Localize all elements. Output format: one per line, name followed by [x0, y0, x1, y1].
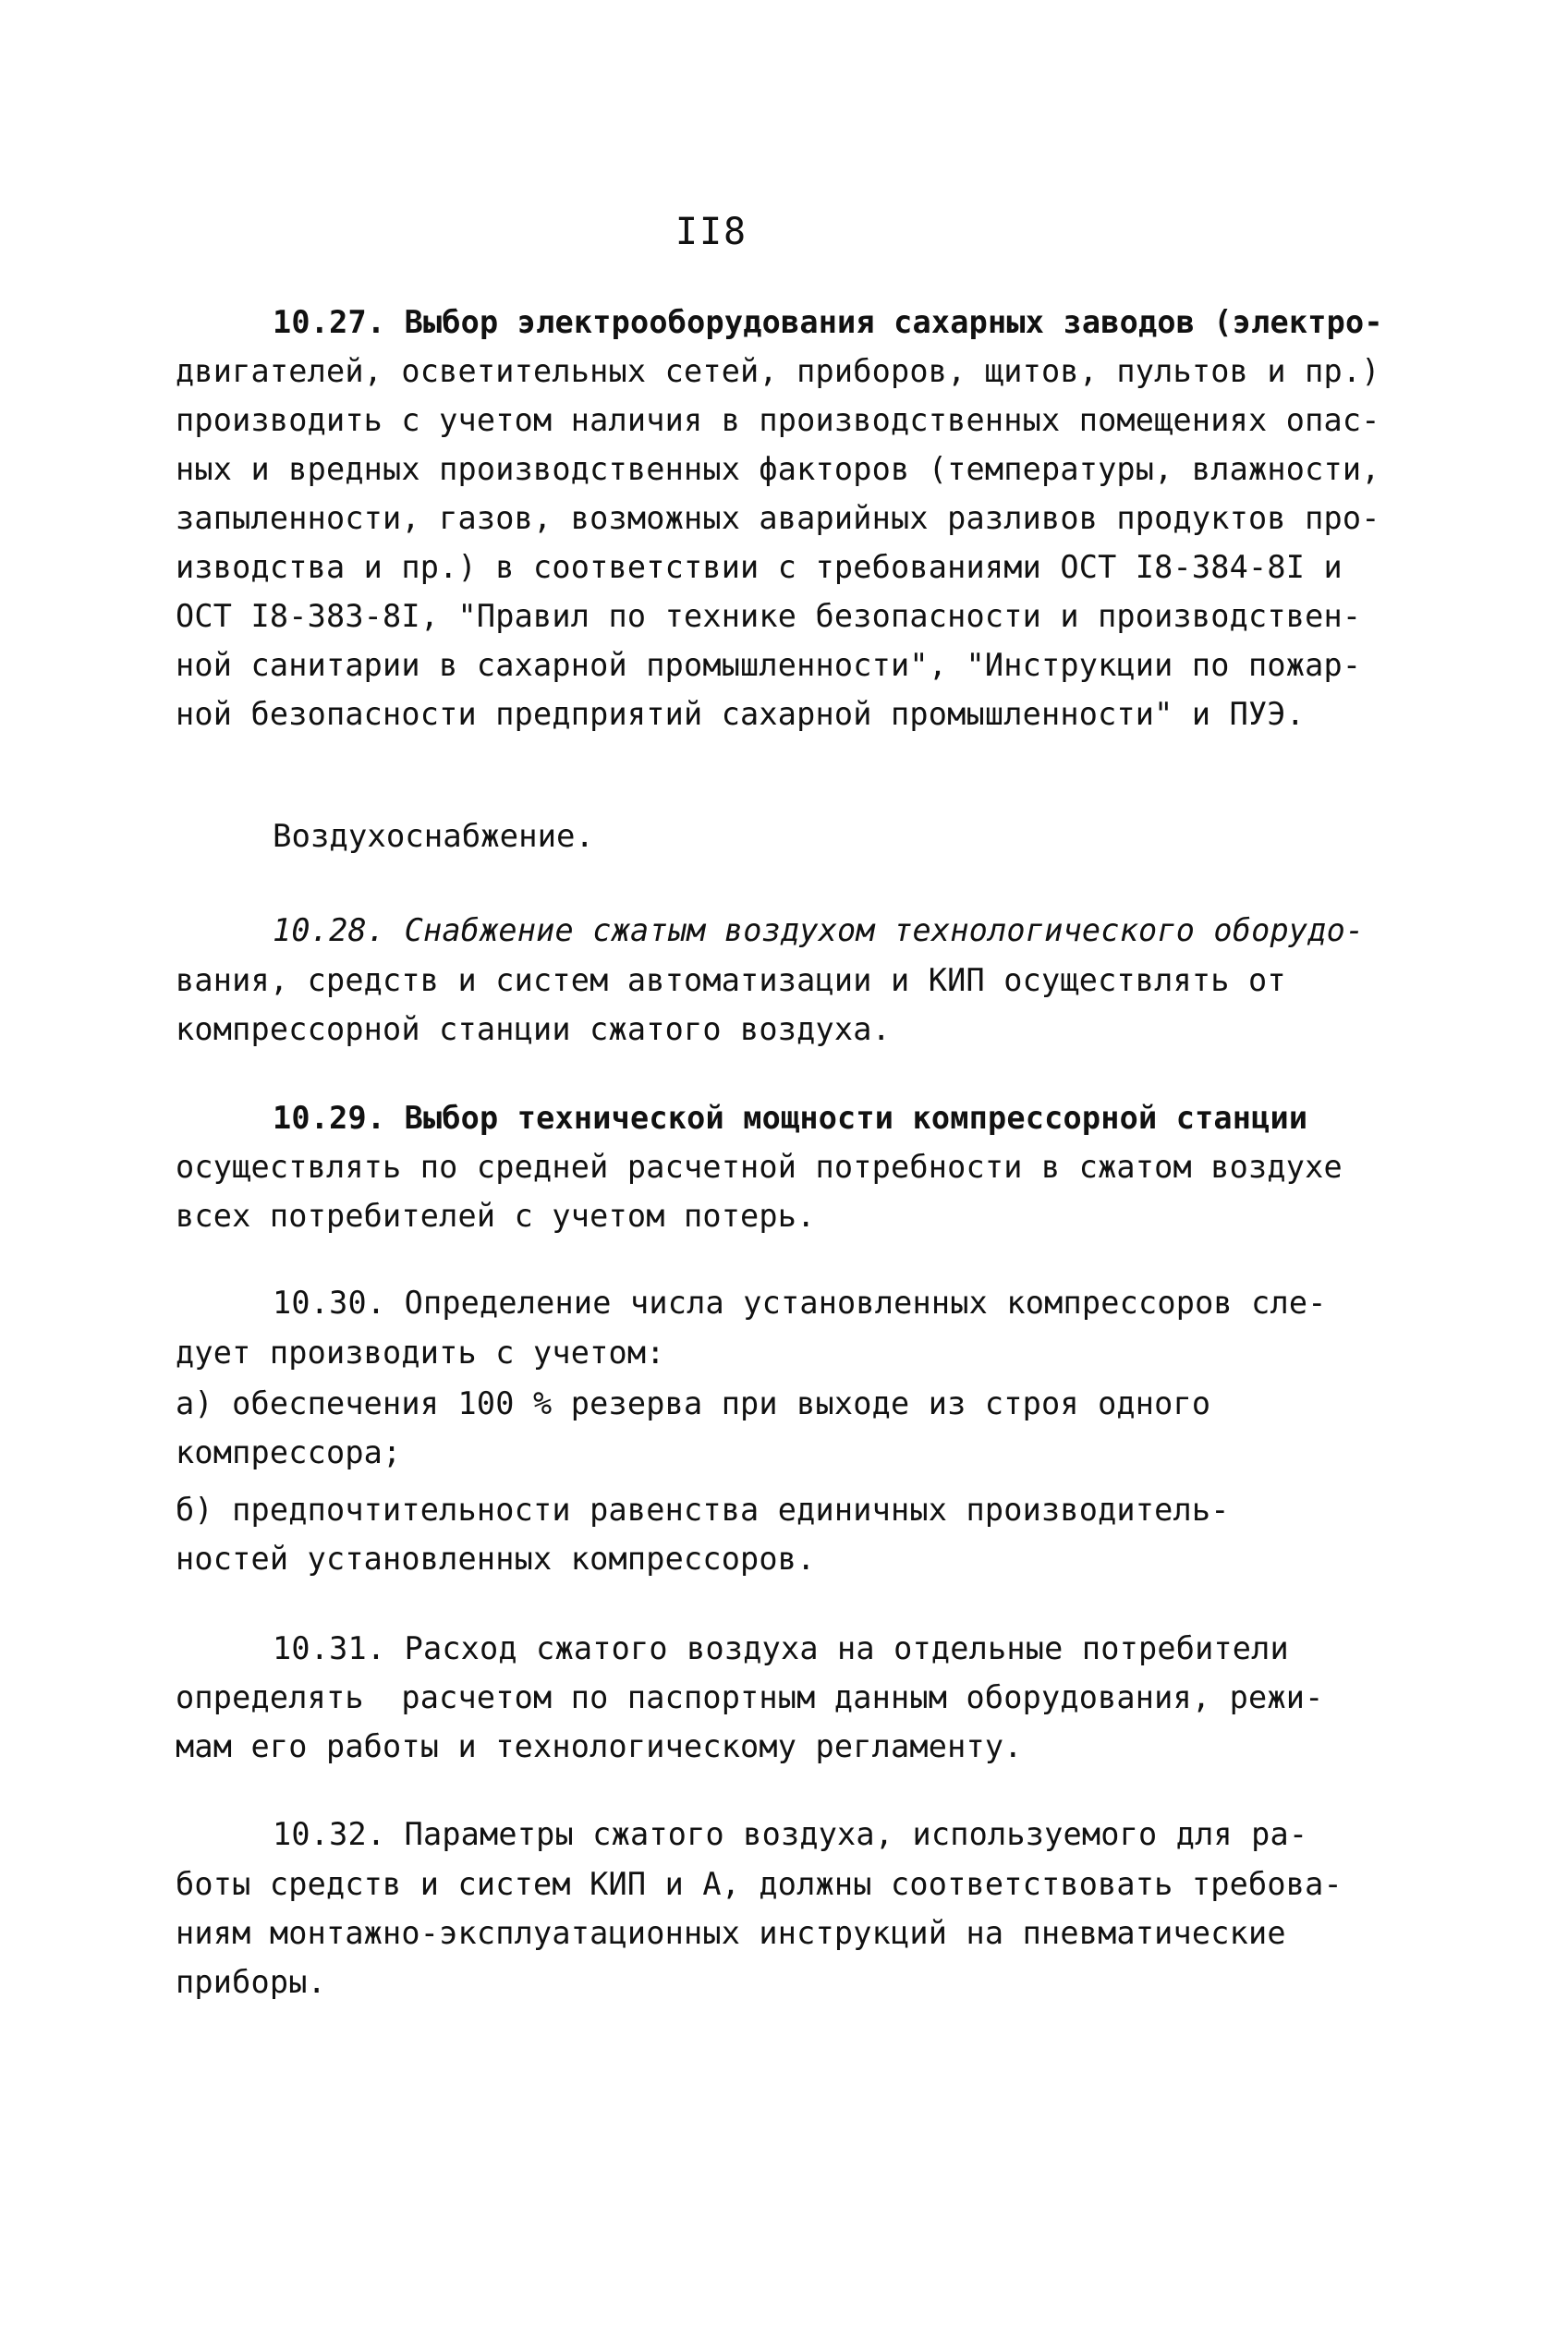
text-line: ной санитарии в сахарной промышленности", "Инструкции по пожар-: [176, 647, 1362, 683]
text-line: 10.28. Снабжение сжатым воздухом технологического оборудо-: [273, 912, 1365, 948]
text-line: определять расчетом по паспортным данным оборудования, режи-: [176, 1679, 1324, 1715]
text-line: компрессорной станции сжатого воздуха.: [176, 1011, 892, 1047]
text-line: вания, средств и систем автоматизации и КИП осуществлять от: [176, 962, 1286, 998]
text-line: приборы.: [176, 1964, 326, 2000]
text-line: дует производить с учетом:: [176, 1335, 665, 1371]
text-line: осуществлять по средней расчетной потребности в сжатом воздухе: [176, 1149, 1343, 1185]
text-line: ных и вредных производственных факторов (температуры, влажности,: [176, 451, 1380, 487]
text-line: 10.27. Выбор электрооборудования сахарных заводов (электро-: [273, 304, 1383, 340]
list-item-b: б) предпочтительности равенства единичных производитель-: [176, 1492, 1230, 1528]
list-item-a: а) обеспечения 100 % резерва при выходе из строя одного: [176, 1385, 1211, 1421]
text-line: ной безопасности предприятий сахарной промышленности" и ПУЭ.: [176, 696, 1306, 732]
text-line: мам его работы и технологическому регламенту.: [176, 1728, 1023, 1764]
text-line: боты средств и систем КИП и А, должны соответствовать требова-: [176, 1866, 1343, 1902]
text-line: 10.29. Выбор технической мощности компрессорной станции: [273, 1100, 1308, 1136]
text-line: компрессора;: [176, 1434, 402, 1470]
text-line: ностей установленных компрессоров.: [176, 1541, 816, 1577]
text-line: всех потребителей с учетом потерь.: [176, 1198, 816, 1234]
text-line: ниям монтажно-эксплуатационных инструкций на пневматические: [176, 1915, 1286, 1951]
text-line: двигателей, осветительных сетей, приборов, щитов, пультов и пр.): [176, 353, 1380, 389]
text-line: запыленности, газов, возможных аварийных разливов продуктов про-: [176, 500, 1380, 536]
text-line: 10.32. Параметры сжатого воздуха, используемого для ра-: [273, 1816, 1308, 1852]
text-line: 10.30. Определение числа установленных компрессоров сле-: [273, 1285, 1327, 1321]
page-number: II8: [675, 211, 748, 253]
text-line: 10.31. Расход сжатого воздуха на отдельные потребители: [273, 1630, 1289, 1666]
text-line: производить с учетом наличия в производственных помещениях опас-: [176, 402, 1380, 438]
text-line: изводства и пр.) в соответствии с требованиями ОСТ I8-384-8I и: [176, 549, 1343, 585]
section-heading: Воздухоснабжение.: [273, 818, 594, 855]
text-line: ОСТ I8-383-8I, "Правил по технике безопасности и производствен-: [176, 598, 1362, 634]
